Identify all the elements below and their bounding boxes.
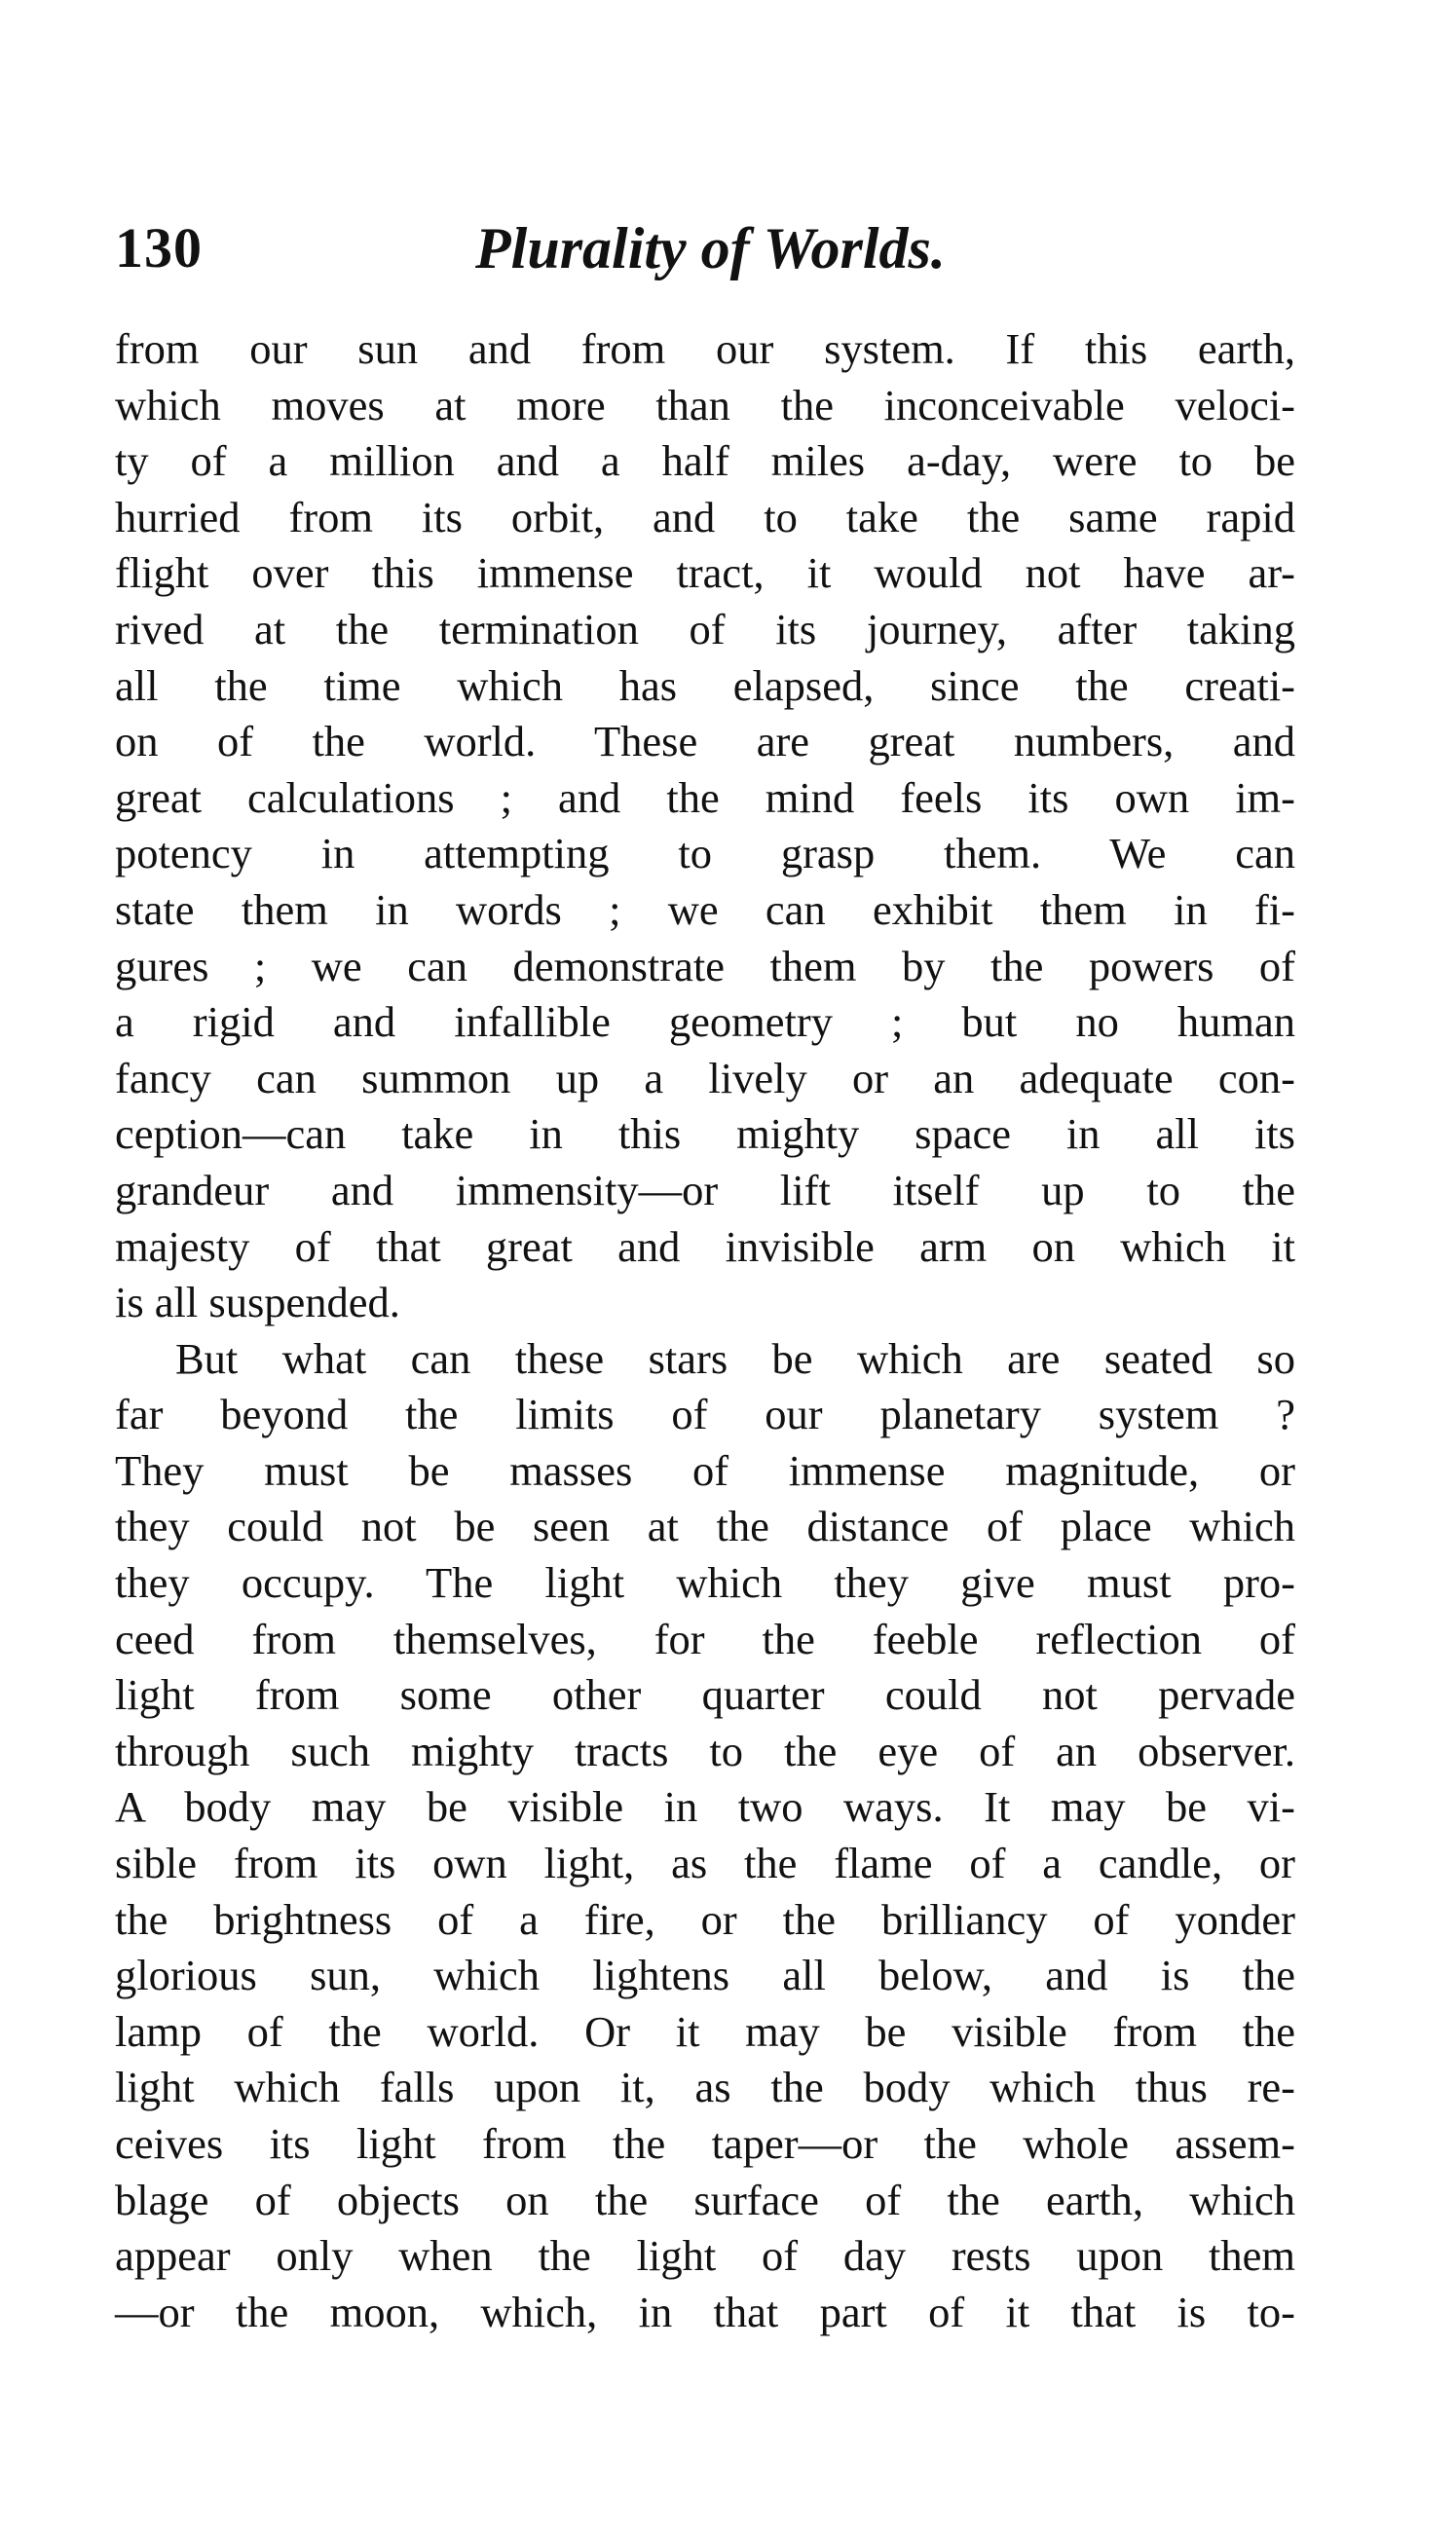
text-line: ceives its light from the taper—or the whole assem- xyxy=(115,2119,1295,2168)
paragraph-start-line: But what can these stars be which are seated so xyxy=(175,1333,1295,1383)
text-line: from our sun and from our system. If this earth, xyxy=(115,324,1295,373)
text-line: on of the world. These are great numbers, and xyxy=(115,717,1295,766)
text-line: glorious sun, which lightens all below, and is the xyxy=(115,1951,1295,2000)
text-line: gures ; we can demonstrate them by the powers of xyxy=(115,941,1295,990)
text-line: a rigid and infallible geometry ; but no human xyxy=(115,997,1295,1047)
text-line: ty of a million and a half miles a-day, were to be xyxy=(115,436,1295,486)
text-line: all the time which has elapsed, since the creati- xyxy=(115,660,1295,710)
text-line: rived at the termination of its journey, after taking xyxy=(115,604,1295,653)
text-line: They must be masses of immense magnitude, or xyxy=(115,1445,1295,1495)
text-line: fancy can summon up a lively or an adequate con- xyxy=(115,1053,1295,1102)
text-line: far beyond the limits of our planetary system ? xyxy=(115,1390,1295,1439)
text-line: A body may be visible in two ways. It may be vi- xyxy=(115,1782,1295,1832)
text-line: grandeur and immensity—or lift itself up to the xyxy=(115,1165,1295,1214)
text-line: great calculations ; and the mind feels its own im- xyxy=(115,772,1295,822)
text-line: appear only when the light of day rests upon them xyxy=(115,2231,1295,2281)
text-line: potency in attempting to grasp them. We can xyxy=(115,829,1295,878)
text-line: light from some other quarter could not pervade xyxy=(115,1670,1295,1720)
text-line: the brightness of a fire, or the brilliancy of yonder xyxy=(115,1894,1295,1944)
body-text xyxy=(115,321,1295,2340)
text-line: hurried from its orbit, and to take the same rapid xyxy=(115,492,1295,541)
text-line: is all suspended. xyxy=(115,1278,400,1327)
text-line: state them in words ; we can exhibit them in fi- xyxy=(115,884,1295,934)
text-line: ception—can take in this mighty space in all its xyxy=(115,1109,1295,1159)
text-line: they could not be seen at the distance of place which xyxy=(115,1502,1295,1551)
text-line: blage of objects on the surface of the earth, which xyxy=(115,2175,1295,2224)
text-line: lamp of the world. Or it may be visible from the xyxy=(115,2006,1295,2056)
text-line: through such mighty tracts to the eye of an observer. xyxy=(115,1726,1295,1775)
page-header xyxy=(115,205,1295,292)
text-line: light which falls upon it, as the body which thus re- xyxy=(115,2063,1295,2112)
text-line: they occupy. The light which they give must pro- xyxy=(115,1558,1295,1608)
text-line: flight over this immense tract, it would not have ar- xyxy=(115,548,1295,598)
text-line: —or the moon, which, in that part of it that is to- xyxy=(115,2287,1295,2336)
text-line: ceed from themselves, for the feeble reflection of xyxy=(115,1614,1295,1663)
text-line: majesty of that great and invisible arm on which it xyxy=(115,1221,1295,1271)
text-line: sible from its own light, as the flame of a candle, or xyxy=(115,1839,1295,1888)
page-number: 130 xyxy=(115,216,203,280)
running-title: Plurality of Worlds. xyxy=(475,216,946,280)
text-line: which moves at more than the inconceivable veloci- xyxy=(115,380,1295,429)
